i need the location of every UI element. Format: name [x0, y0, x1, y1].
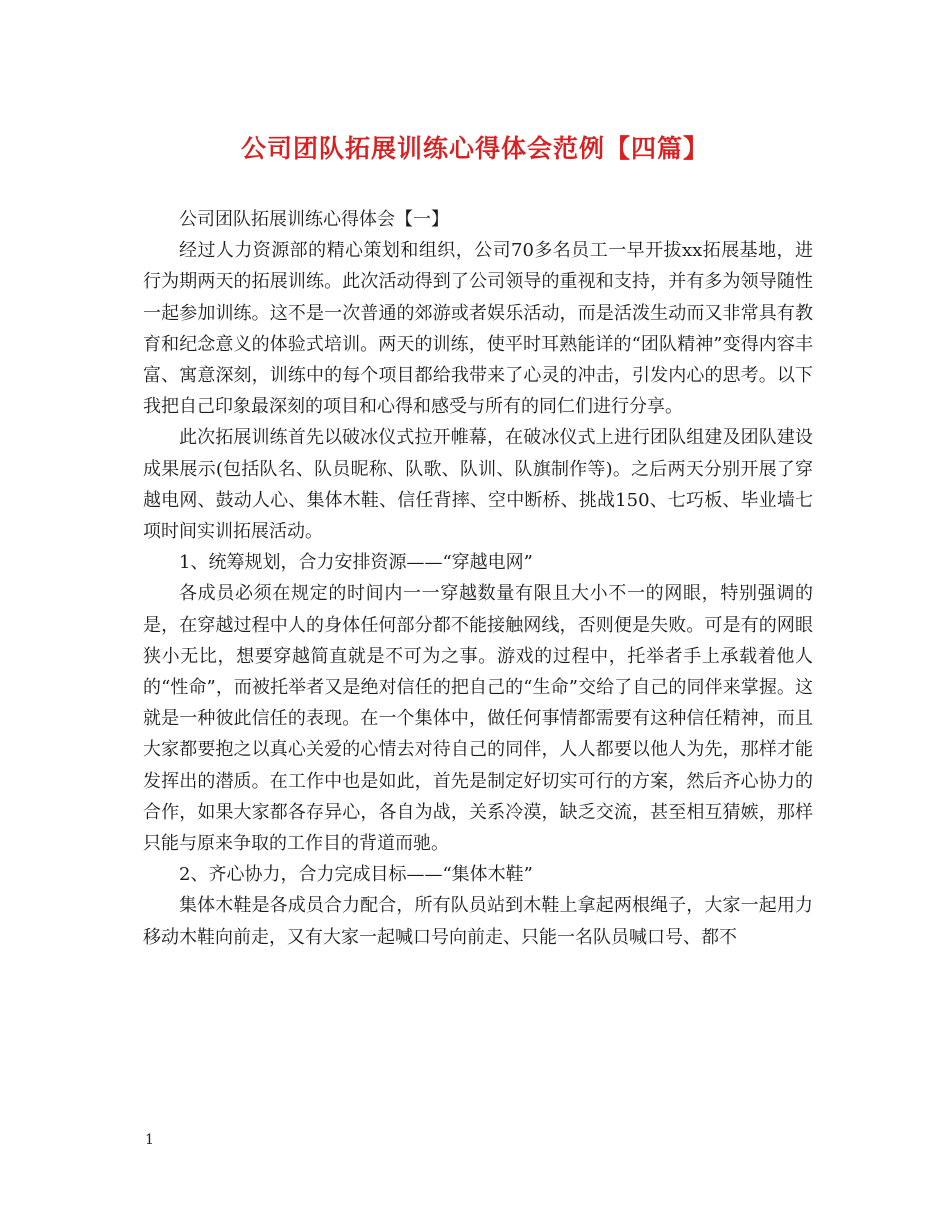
body-paragraph: 此次拓展训练首先以破冰仪式拉开帷幕，在破冰仪式上进行团队组建及团队建设成果展示(包括队名、队员昵称、队歌、队训、队旗制作等)。之后两天分别开展了穿越电网、鼓动人心、集体木鞋、信任背摔、空中断桥、挑战150、七巧板、毕业墙七项时间实训拓展活动。: [143, 427, 813, 543]
section-heading: 公司团队拓展训练心得体会【一】: [179, 209, 449, 230]
document-body: [143, 204, 813, 953]
page-number: 1: [145, 1132, 154, 1148]
subheading: 1、统筹规划，合力安排资源——“穿越电网”: [179, 552, 533, 574]
body-paragraph: 经过人力资源部的精心策划和组织，公司70多名员工一早开拔xx拓展基地，进行为期两天的拓展训练。此次活动得到了公司领导的重视和支持，并有多为领导随性一起参加训练。这不是一次普通的郊游或者娱乐活动，而是活泼生动而又非常具有教育和纪念意义的体验式培训。两天的训练，使平时耳熟能详的“团队精神”变得内容丰富、寓意深刻，训练中的每个项目都给我带来了心灵的冲击，引发内心的思考。以下我把自己印象最深刻的项目和心得和感受与所有的同仁们进行分享。: [143, 240, 813, 418]
document-title: 公司团队拓展训练心得体会范例【四篇】: [240, 134, 709, 163]
subheading: 2、齐心协力，合力完成目标——“集体木鞋”: [179, 864, 533, 886]
body-paragraph: 集体木鞋是各成员合力配合，所有队员站到木鞋上拿起两根绳子，大家一起用力移动木鞋向前走，又有大家一起喊口号向前走、只能一名队员喊口号、都不: [143, 895, 813, 948]
body-paragraph: 各成员必须在规定的时间内一一穿越数量有限且大小不一的网眼，特别强调的是，在穿越过程中人的身体任何部分都不能接触网线，否则便是失败。可是有的网眼狭小无比，想要穿越简直就是不可为之事。游戏的过程中，托举者手上承载着他人的“性命”，而被托举者又是绝对信任的把自己的“生命”交给了自己的同伴来掌握。这就是一种彼此信任的表现。在一个集体中，做任何事情都需要有这种信任精神，而且大家都要抱之以真心关爱的心情去对待自己的同伴，人人都要以他人为先，那样才能发挥出的潜质。在工作中也是如此，首先是制定好切实可行的方案，然后齐心协力的合作，如果大家都各存异心，各自为战，关系冷漠，缺乏交流，甚至相互猜嫉，那样只能与原来争取的工作目的背道而驰。: [143, 583, 813, 855]
